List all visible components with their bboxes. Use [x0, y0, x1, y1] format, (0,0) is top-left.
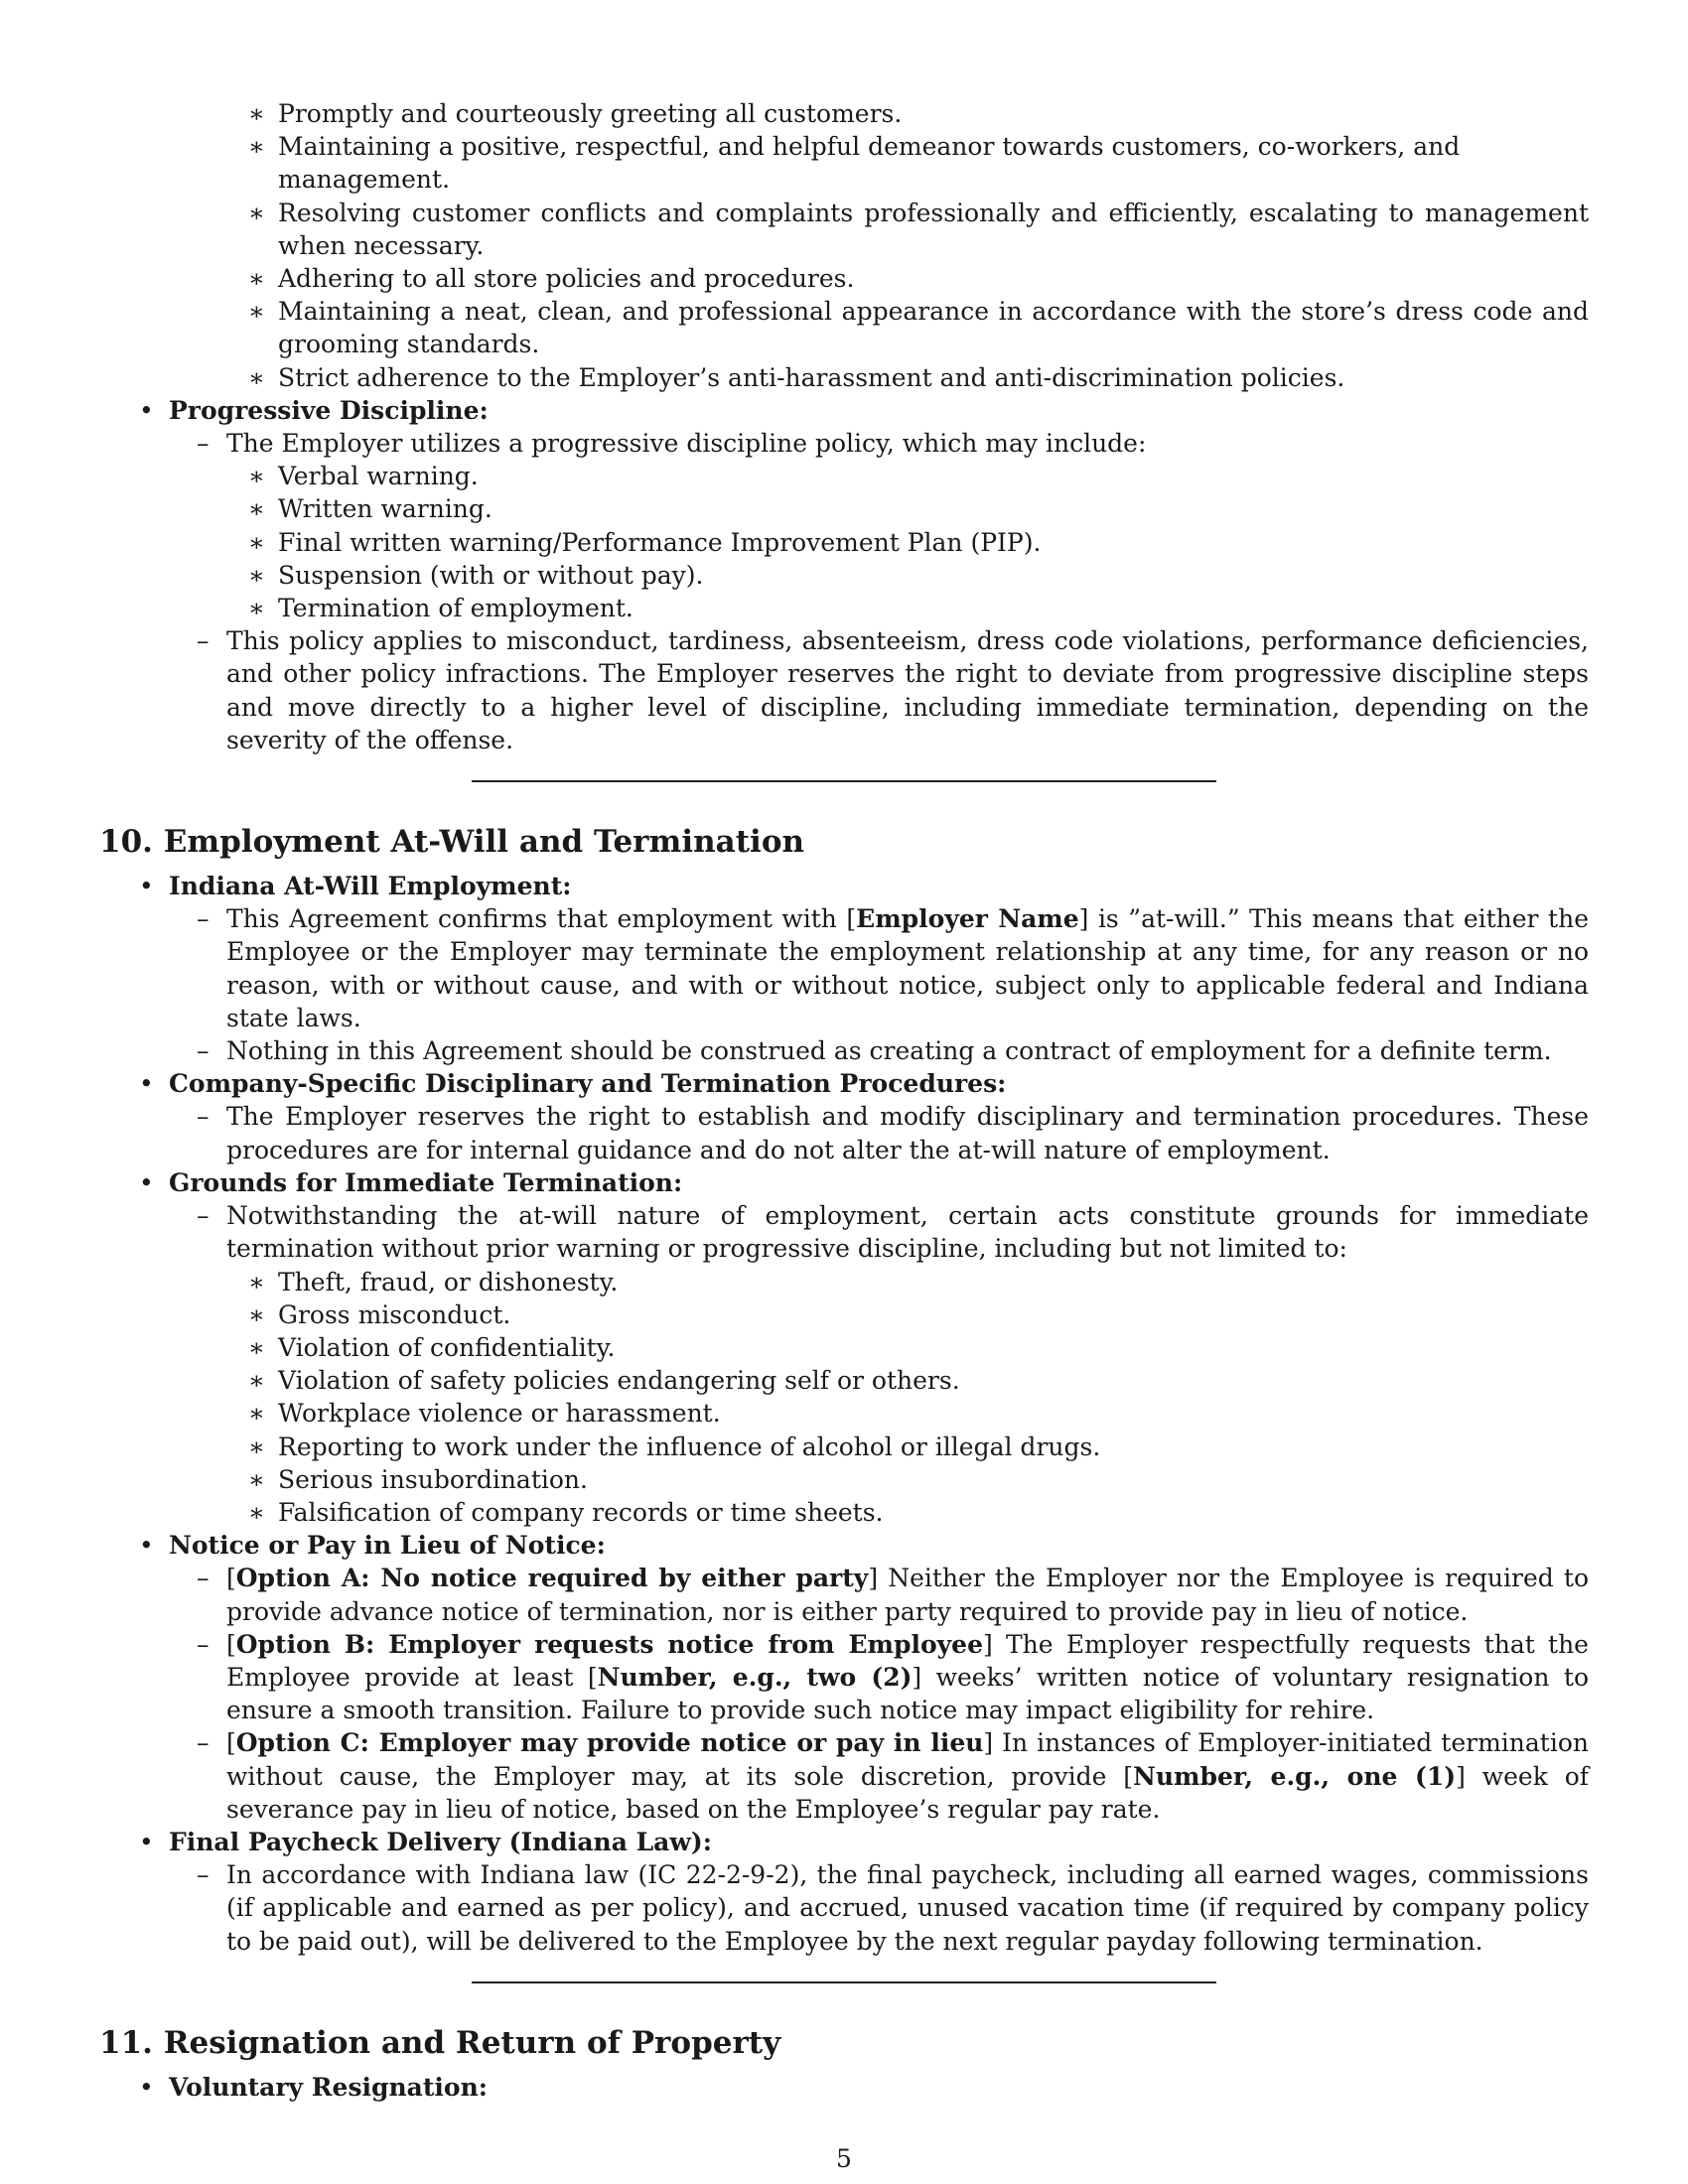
- list-item: ∗ Termination of employment.: [248, 594, 633, 623]
- list-item: ∗ Verbal warning.: [248, 462, 479, 491]
- list-item: ∗ Adhering to all store policies and procedures.: [248, 264, 855, 294]
- at-will-item: • Indiana At-Will Employment:: [139, 872, 572, 901]
- option-c: – [Option C: Employer may provide notice or pay in lieu] In instances of Employer-initiated termination without cause, the Employer may, at its sole discretion, provide [Number, e.g., one (1)] week of severance pay in lieu of notice, based on the Employee’s regular pay rate.: [197, 1728, 1590, 1824]
- page-number: 5: [836, 2144, 852, 2173]
- list-item: ∗ Resolving customer conflicts and complaints professionally and efficiently, escalating to management when necessary.: [248, 198, 1589, 260]
- list-item: ∗ Reporting to work under the influence of alcohol or illegal drugs.: [248, 1432, 1101, 1461]
- list-item: – The Employer utilizes a progressive discipline policy, which may include:: [197, 429, 1147, 459]
- section-11-title: 11. Resignation and Return of Property: [99, 2024, 781, 2061]
- list-item: ∗ Theft, fraud, or dishonesty.: [248, 1267, 619, 1297]
- document-page: [99, 97, 1589, 2104]
- final-paycheck-item: • Final Paycheck Delivery (Indiana Law):: [139, 1827, 712, 1856]
- list-item: – The Employer reserves the right to establish and modify disciplinary and termination procedures. These procedures are for internal guidance and do not alter the at-will nature of employment.: [197, 1102, 1589, 1164]
- list-item: ∗ Serious insubordination.: [248, 1464, 588, 1494]
- employer-name-placeholder: Employer Name: [856, 904, 1079, 934]
- list-item: ∗ Workplace violence or harassment.: [248, 1399, 721, 1429]
- section-divider: [472, 780, 1216, 782]
- list-item: – Notwithstanding the at-will nature of employment, certain acts constitute grounds for immediate termination without prior warning or progressive discipline, including but not limited to:: [197, 1201, 1589, 1264]
- list-item: – This Agreement confirms that employment with [Employer Name] is ”at-will.” This means that either the Employee or the Employer may terminate the employment relationship at any time, for any reason or no reason, with or without cause, and with or without notice, subject only to applicable federal and Indiana state laws.: [197, 904, 1589, 1032]
- company-procedures-item: • Company-Specific Disciplinary and Termination Procedures:: [139, 1069, 1007, 1099]
- voluntary-resignation-item: • Voluntary Resignation:: [139, 2072, 489, 2102]
- list-item: ∗ Violation of safety policies endangering self or others.: [248, 1366, 960, 1396]
- section-divider: [472, 1981, 1216, 1983]
- list-item: – Nothing in this Agreement should be construed as creating a contract of employment for a definite term.: [197, 1036, 1552, 1066]
- list-item: ∗ Written warning.: [248, 494, 492, 524]
- list-item: ∗ Violation of confidentiality.: [248, 1332, 616, 1362]
- list-item: ∗ Promptly and courteously greeting all customers.: [248, 99, 903, 128]
- list-item: ∗ Maintaining a neat, clean, and professional appearance in accordance with the store’s dress code and grooming standards.: [248, 297, 1589, 359]
- progressive-discipline-heading: Progressive Discipline:: [169, 395, 489, 425]
- section-10-title: 10. Employment At-Will and Termination: [99, 824, 805, 861]
- list-item: ∗ Maintaining a positive, respectful, and helpful demeanor towards customers, co-workers, and management.: [248, 132, 1461, 195]
- grounds-item: • Grounds for Immediate Termination:: [139, 1167, 683, 1197]
- notice-item: • Notice or Pay in Lieu of Notice:: [139, 1531, 606, 1561]
- list-item: ∗ Final written warning/Performance Improvement Plan (PIP).: [248, 527, 1042, 557]
- list-item: ∗ Falsification of company records or time sheets.: [248, 1497, 884, 1527]
- list-item: ∗ Gross misconduct.: [248, 1299, 511, 1329]
- list-item: – In accordance with Indiana law (IC 22-2-9-2), the final paycheck, including all earned wages, commissions (if applicable and earned as per policy), and accrued, unused vacation time (if required by company policy to be paid out), will be delivered to the Employee by the next regular payday following termination.: [197, 1860, 1589, 1956]
- option-a: – [Option A: No notice required by either party] Neither the Employer nor the Employee is required to provide advance notice of termination, nor is either party required to provide pay in lieu of notice.: [197, 1564, 1589, 1626]
- option-b: – [Option B: Employer requests notice from Employee] The Employer respectfully requests that the Employee provide at least [Number, e.g., two (2)] weeks’ written notice of voluntary resignation to ensure a smooth transition. Failure to provide such notice may impact eligibility for rehire.: [197, 1629, 1589, 1725]
- list-item: – This policy applies to misconduct, tardiness, absenteeism, dress code violations, performance deficiencies, and other policy infractions. The Employer reserves the right to deviate from progressive discipline steps and move directly to a higher level of discipline, including immediate termination, depending on the severity of the offense.: [197, 626, 1589, 754]
- progressive-discipline-item: • Progressive Discipline:: [139, 395, 489, 425]
- list-item: ∗ Strict adherence to the Employer’s anti-harassment and anti-discrimination policies.: [248, 362, 1345, 392]
- list-item: ∗ Suspension (with or without pay).: [248, 560, 704, 590]
